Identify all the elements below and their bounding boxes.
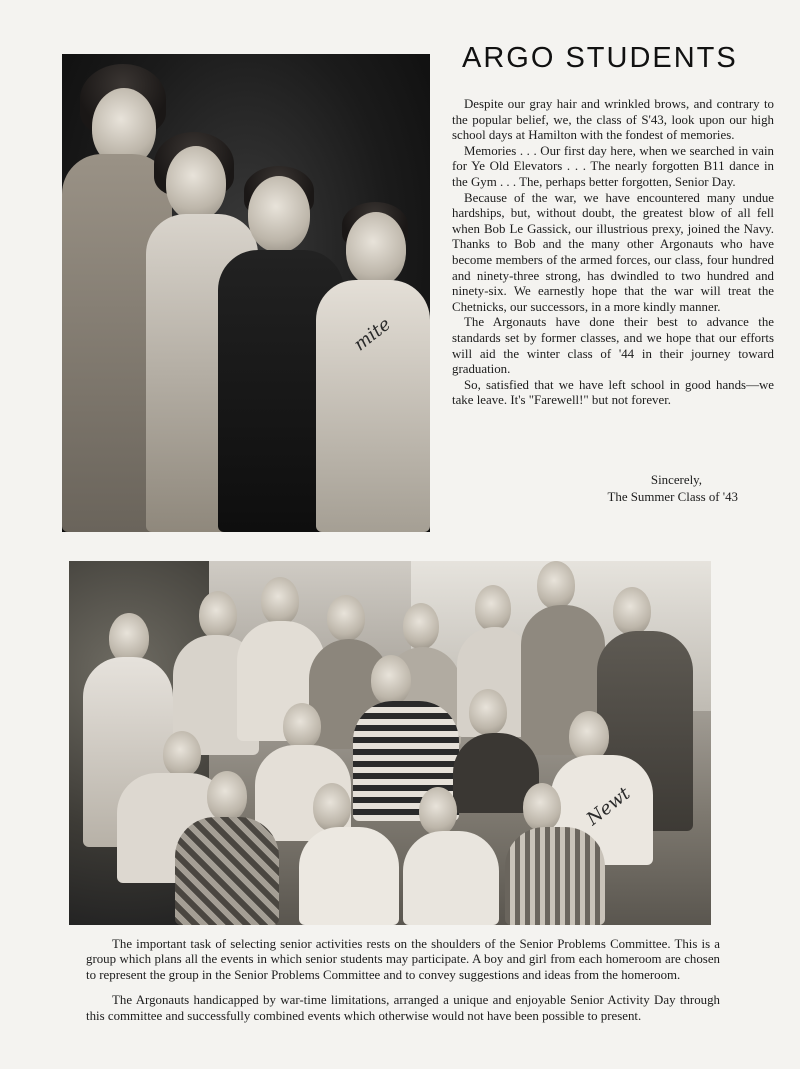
person-figure [62,54,430,532]
caption-paragraph: The Argonauts handicapped by war-time limitations, arranged a unique and enjoyable Senior Activity Day through this committee and successfully combined events which otherwise would not have been possible to present. [86,993,720,1023]
letter-paragraph: Because of the war, we have encountered many undue hardships, but, without doubt, the greatest blow of all fell when Bob Le Gassick, our illustrious prexy, joined the Navy. Thanks to Bob and the many other Argonauts who have become members of the armed forces, our class, four hundred and ninety-three strong, has dwindled to two hundred and ninety-six. We earnestly hope that the war will treat the Chetnicks, our successors, in a more kindly manner. [452,190,774,314]
autograph-signature: Newt [582,783,635,830]
autograph-signature: mite [349,313,395,356]
letter-closing: Sincerely, [650,473,702,487]
class-letter [452,97,774,409]
letter-paragraph: The Argonauts have done their best to advance the standards set by former classes, and we hope that our efforts will aid the winter class of '44 in their journey toward graduation. [452,315,774,377]
page-title: ARGO STUDENTS [462,42,738,74]
committee-caption [86,937,720,1034]
committee-photo [69,561,711,925]
person-figure [69,561,711,925]
letter-signature: The Summer Class of '43 [607,490,738,504]
officers-photo [62,54,430,532]
letter-paragraph: Memories . . . Our first day here, when we searched in vain for Ye Old Elevators . . . The nearly forgotten B11 dance in the Gym . . . The, perhaps better forgotten, Senior Day. [452,143,774,189]
letter-signoff [608,472,739,506]
caption-paragraph: The important task of selecting senior activities rests on the shoulders of the Senior Problems Committee. This is a group which plans all the events in which senior students may participate. A boy and girl from each homeroom are chosen to represent the group in the Senior Problems Committee and to convey suggestions and ideas from the homeroom. [86,937,720,982]
letter-paragraph: So, satisfied that we have left school in good hands—we take leave. It's "Farewell!" but not forever. [452,377,774,408]
letter-paragraph: Despite our gray hair and wrinkled brows, and contrary to the popular belief, we, the class of S'43, look upon our high school days at Hamilton with the fondest of memories. [452,97,774,143]
